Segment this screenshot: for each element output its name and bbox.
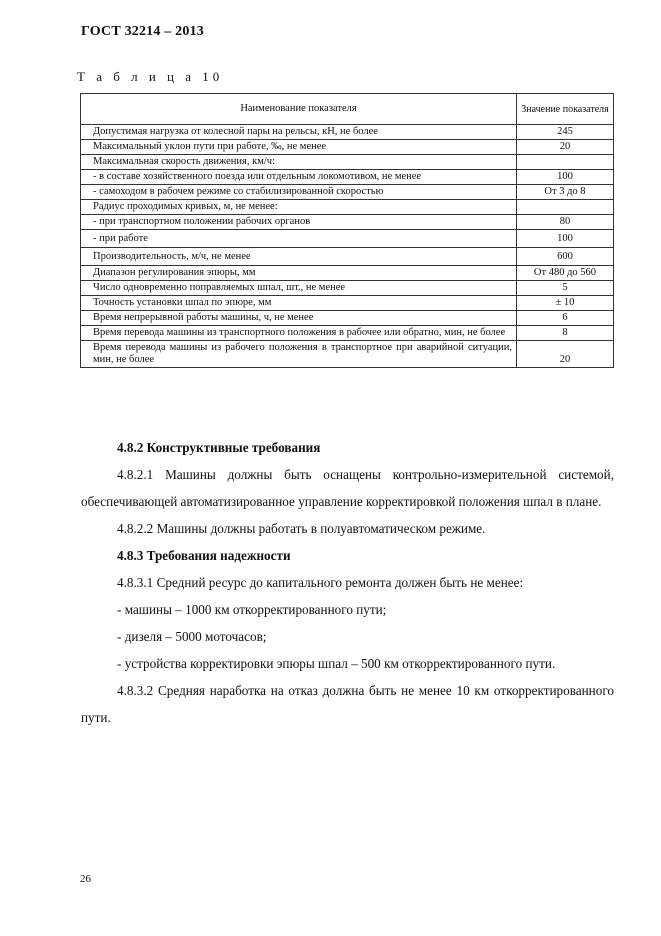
table-row: [81, 341, 614, 368]
paragraph-4-8-2-2: 4.8.2.2 Машины должны работать в полуавтоматическом режиме.: [117, 521, 486, 536]
table-row: [81, 140, 614, 155]
table-row: [81, 125, 614, 140]
row-value: 20: [517, 140, 614, 155]
page-number: 26: [80, 873, 91, 885]
spec-table: [80, 93, 614, 368]
section-heading-reliability: 4.8.3 Требования надежности: [117, 548, 291, 563]
column-header-name: Наименование показателя: [81, 94, 517, 125]
table-row: [81, 215, 614, 230]
table-row: [81, 185, 614, 200]
row-name: - в составе хозяйственного поезда или отдельным локомотивом, не менее: [81, 170, 517, 185]
row-value: [517, 155, 614, 170]
row-name: Время перевода машины из транспортного положения в рабочее или обратно, мин, не более: [81, 326, 517, 341]
row-value: От 3 до 8: [517, 185, 614, 200]
row-name: Точность установки шпал по эпюре, мм: [81, 296, 517, 311]
row-value: [517, 200, 614, 215]
table-row: [81, 155, 614, 170]
row-value: 8: [517, 326, 614, 341]
table-row: [81, 266, 614, 281]
list-item-machines: - машины – 1000 км откорректированного пути;: [117, 602, 387, 617]
table-row: [81, 230, 614, 248]
row-name: Радиус проходимых кривых, м, не менее:: [81, 200, 517, 215]
row-value: 100: [517, 230, 614, 248]
table-row: [81, 326, 614, 341]
table-row: [81, 200, 614, 215]
document-header: ГОСТ 32214 – 2013: [81, 24, 204, 39]
paragraph-4-8-3-2: 4.8.3.2 Средняя наработка на отказ должна быть не менее 10 км откорректированного пути.: [81, 683, 614, 725]
row-value: 600: [517, 248, 614, 266]
row-name: - при работе: [81, 230, 517, 248]
row-name: - при транспортном положении рабочих органов: [81, 215, 517, 230]
row-name: Производительность, м/ч, не менее: [81, 248, 517, 266]
row-name: Время перевода машины из рабочего положения в транспортное при аварийной ситуации, мин, не более: [81, 341, 517, 368]
column-header-value: Значение показателя: [517, 94, 614, 125]
row-value: От 480 до 560: [517, 266, 614, 281]
table-row: [81, 248, 614, 266]
section-heading-constructive: 4.8.2 Конструктивные требования: [117, 440, 321, 455]
table-row: [81, 281, 614, 296]
row-name: Время непрерывной работы машины, ч, не менее: [81, 311, 517, 326]
table-row: [81, 311, 614, 326]
table-header-row: [81, 94, 614, 125]
row-name: Диапазон регулирования эпюры, мм: [81, 266, 517, 281]
row-name: Максимальный уклон пути при работе, ‰, не менее: [81, 140, 517, 155]
row-name: - самоходом в рабочем режиме со стабилизированной скоростью: [81, 185, 517, 200]
row-name: Максимальная скорость движения, км/ч:: [81, 155, 517, 170]
table-caption: Т а б л и ц а 10: [77, 69, 224, 84]
table-row: [81, 296, 614, 311]
row-name: Число одновременно поправляемых шпал, шт., не менее: [81, 281, 517, 296]
row-value: 80: [517, 215, 614, 230]
row-value: 6: [517, 311, 614, 326]
row-value: 245: [517, 125, 614, 140]
row-value: ± 10: [517, 296, 614, 311]
row-value: 5: [517, 281, 614, 296]
row-value: 20: [517, 341, 614, 368]
body-text: [81, 434, 614, 731]
table-row: [81, 170, 614, 185]
list-item-diesel: - дизеля – 5000 моточасов;: [117, 629, 267, 644]
paragraph-4-8-2-1: 4.8.2.1 Машины должны быть оснащены контрольно-измерительной системой, обеспечивающей автоматизированное управление корректировкой положения шпал в плане.: [81, 467, 614, 509]
paragraph-4-8-3-1: 4.8.3.1 Средний ресурс до капитального ремонта должен быть не менее:: [117, 575, 524, 590]
row-value: 100: [517, 170, 614, 185]
row-name: Допустимая нагрузка от колесной пары на рельсы, кН, не более: [81, 125, 517, 140]
list-item-correction-device: - устройства корректировки эпюры шпал – 500 км откорректированного пути.: [117, 656, 556, 671]
